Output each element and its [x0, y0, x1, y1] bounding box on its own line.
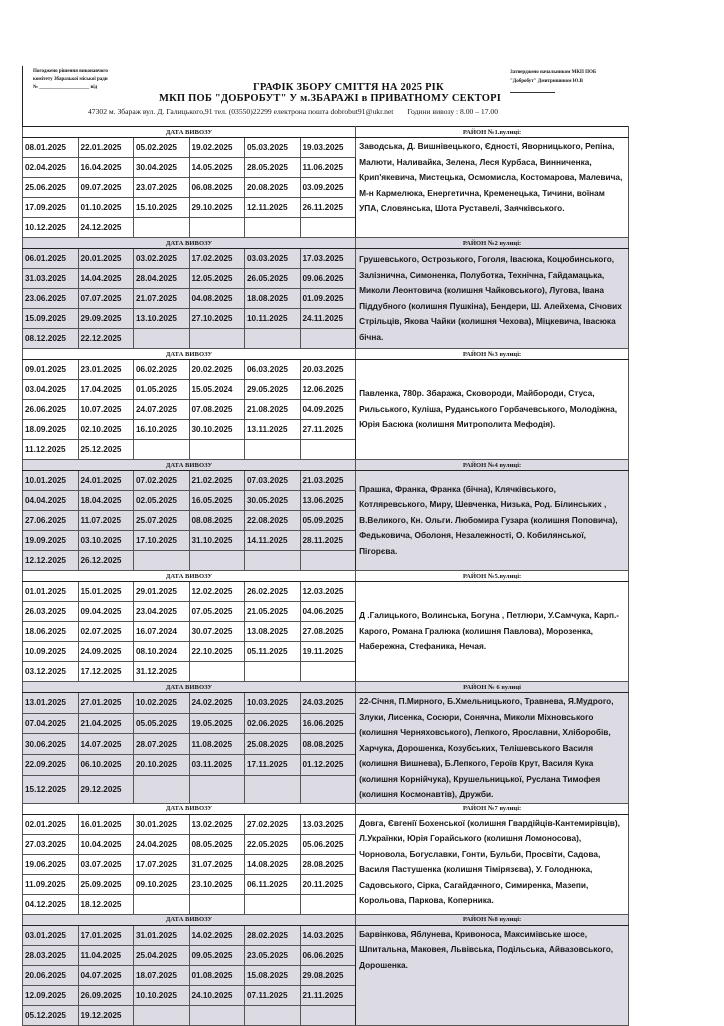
collection-date: 03.03.2025	[245, 249, 301, 269]
collection-date: 17.02.2025	[189, 249, 245, 269]
collection-date: 10.12.2025	[23, 218, 79, 238]
district-header-row	[23, 127, 629, 138]
approval-right-line: Затверджено начальником МКП ПОБ	[510, 70, 597, 75]
collection-date: 19.11.2025	[300, 642, 356, 662]
collection-date: 03.09.2025	[300, 178, 356, 198]
collection-date: 27.02.2025	[245, 814, 301, 834]
date-row	[23, 693, 629, 714]
collection-date: 11.07.2025	[78, 511, 134, 531]
collection-date	[245, 1005, 301, 1025]
collection-date: 29.08.2025	[300, 965, 356, 985]
collection-date: 14.03.2025	[300, 925, 356, 945]
collection-date: 16.01.2025	[78, 814, 134, 834]
collection-date: 28.03.2025	[23, 945, 79, 965]
collection-date: 22.08.2025	[245, 511, 301, 531]
collection-date: 05.03.2025	[245, 138, 301, 158]
collection-date	[189, 775, 245, 803]
collection-date: 07.02.2025	[134, 471, 190, 491]
collection-date: 09.07.2025	[78, 178, 134, 198]
collection-date: 10.09.2025	[23, 642, 79, 662]
collection-date: 09.06.2025	[300, 269, 356, 289]
collection-date: 19.05.2025	[189, 713, 245, 734]
collection-date: 14.05.2025	[189, 158, 245, 178]
collection-date: 20.06.2025	[23, 965, 79, 985]
collection-date: 03.10.2025	[78, 531, 134, 551]
collection-date: 30.10.2025	[189, 420, 245, 440]
collection-date: 15.09.2025	[23, 309, 79, 329]
approval-note-left	[33, 68, 153, 92]
approval-right-line: "Добробут" Дмитришином Ю.В	[510, 79, 583, 84]
address-contacts: 47302 м. Збараж вул. Д. Галицького,91 тел. (03550)22299 електрона пошта dobrobut91@ukr.net	[88, 107, 394, 116]
date-row	[23, 582, 629, 602]
collection-date: 10.07.2025	[78, 400, 134, 420]
collection-date: 17.10.2025	[134, 531, 190, 551]
district-header-row	[23, 238, 629, 249]
collection-date: 18.06.2025	[23, 622, 79, 642]
collection-date: 03.01.2025	[23, 925, 79, 945]
collection-date: 29.01.2025	[134, 582, 190, 602]
collection-date: 26.06.2025	[23, 400, 79, 420]
date-header: ДАТА ВИВОЗУ	[23, 127, 356, 138]
collection-date: 03.11.2025	[189, 754, 245, 775]
collection-date: 22.10.2025	[189, 642, 245, 662]
collection-date: 02.01.2025	[23, 814, 79, 834]
collection-date: 31.07.2025	[189, 854, 245, 874]
collection-date: 13.06.2025	[300, 491, 356, 511]
district-header-row	[23, 571, 629, 582]
collection-date: 29.05.2025	[245, 380, 301, 400]
collection-date: 01.01.2025	[23, 582, 79, 602]
collection-date: 14.08.2025	[245, 854, 301, 874]
collection-date	[189, 329, 245, 349]
collection-date	[134, 218, 190, 238]
collection-date: 04.06.2025	[300, 602, 356, 622]
collection-date: 24.04.2025	[134, 834, 190, 854]
collection-date: 13.03.2025	[300, 814, 356, 834]
district-header: РАЙОН №2 вулиці:	[356, 238, 629, 249]
collection-date: 30.01.2025	[134, 814, 190, 834]
collection-date: 02.10.2025	[78, 420, 134, 440]
collection-date: 19.09.2025	[23, 531, 79, 551]
collection-date: 26.03.2025	[23, 602, 79, 622]
collection-date: 28.11.2025	[300, 531, 356, 551]
collection-date: 07.11.2025	[245, 985, 301, 1005]
collection-date: 12.12.2025	[23, 551, 79, 571]
collection-date: 22.05.2025	[245, 834, 301, 854]
collection-date: 01.12.2025	[300, 754, 356, 775]
collection-date: 04.12.2025	[23, 894, 79, 914]
district-header: РАЙОН № 6 вулиці	[356, 682, 629, 693]
collection-date: 12.05.2025	[189, 269, 245, 289]
collection-date: 20.03.2025	[300, 360, 356, 380]
district-streets: Д .Галицького, Волинська, Богуна , Петлюри, У.Самчука, Карп.- Карого, Романа Гралюка (колишня Павлова), Морозенка, Набережна, Стефаника, Нечая.	[356, 582, 629, 682]
collection-date: 11.09.2025	[23, 874, 79, 894]
collection-date: 26.05.2025	[245, 269, 301, 289]
collection-date: 28.04.2025	[134, 269, 190, 289]
collection-date: 08.08.2025	[189, 511, 245, 531]
collection-date	[134, 551, 190, 571]
collection-date	[134, 329, 190, 349]
collection-date: 11.08.2025	[189, 734, 245, 755]
collection-date: 13.01.2025	[23, 693, 79, 714]
collection-date: 13.08.2025	[245, 622, 301, 642]
collection-date: 04.04.2025	[23, 491, 79, 511]
district-header-row	[23, 349, 629, 360]
collection-date: 16.04.2025	[78, 158, 134, 178]
collection-date: 12.06.2025	[300, 380, 356, 400]
collection-date	[245, 894, 301, 914]
signature-line	[510, 92, 555, 93]
collection-date: 27.01.2025	[78, 693, 134, 714]
collection-date: 25.06.2025	[23, 178, 79, 198]
collection-date: 21.05.2025	[245, 602, 301, 622]
collection-date: 23.05.2025	[245, 945, 301, 965]
collection-date: 28.02.2025	[245, 925, 301, 945]
collection-date: 21.08.2025	[245, 400, 301, 420]
collection-date: 02.04.2025	[23, 158, 79, 178]
collection-date	[245, 775, 301, 803]
district-header-row	[23, 914, 629, 925]
document-header	[22, 66, 628, 126]
district-header: РАЙОН №8 вулиці:	[356, 914, 629, 925]
collection-date: 27.03.2025	[23, 834, 79, 854]
approval-note-right	[510, 68, 620, 93]
approval-left-line: комітету Збаразької міської ради	[33, 77, 108, 82]
collection-date: 03.04.2025	[23, 380, 79, 400]
collection-date: 03.12.2025	[23, 662, 79, 682]
date-row	[23, 360, 629, 380]
collection-date: 03.02.2025	[134, 249, 190, 269]
collection-date: 07.04.2025	[23, 713, 79, 734]
collection-date: 18.08.2025	[245, 289, 301, 309]
collection-date: 23.10.2025	[189, 874, 245, 894]
collection-date: 12.11.2025	[245, 198, 301, 218]
schedule-page	[22, 66, 628, 1026]
collection-date: 19.03.2025	[300, 138, 356, 158]
district-header-row	[23, 682, 629, 693]
collection-date: 25.04.2025	[134, 945, 190, 965]
collection-date: 09.04.2025	[78, 602, 134, 622]
collection-date	[245, 329, 301, 349]
collection-date: 20.11.2025	[300, 874, 356, 894]
collection-date: 08.08.2025	[300, 734, 356, 755]
contact-info	[88, 107, 498, 116]
collection-date	[134, 1005, 190, 1025]
collection-date: 23.01.2025	[78, 360, 134, 380]
collection-date: 29.12.2025	[78, 775, 134, 803]
collection-date: 23.04.2025	[134, 602, 190, 622]
collection-date	[245, 662, 301, 682]
collection-date: 28.08.2025	[300, 854, 356, 874]
collection-date: 08.12.2025	[23, 329, 79, 349]
collection-date	[134, 775, 190, 803]
collection-date: 10.01.2025	[23, 471, 79, 491]
collection-date: 25.07.2025	[134, 511, 190, 531]
collection-date: 04.07.2025	[78, 965, 134, 985]
date-header: ДАТА ВИВОЗУ	[23, 682, 356, 693]
collection-date: 17.09.2025	[23, 198, 79, 218]
collection-date: 24.11.2025	[300, 309, 356, 329]
collection-date: 06.10.2025	[78, 754, 134, 775]
collection-date: 14.11.2025	[245, 531, 301, 551]
date-row	[23, 814, 629, 834]
collection-date: 31.12.2025	[134, 662, 190, 682]
collection-date	[189, 662, 245, 682]
collection-date: 08.01.2025	[23, 138, 79, 158]
date-header: ДАТА ВИВОЗУ	[23, 571, 356, 582]
document-subtitle: МКП ПОБ "ДОБРОБУТ" У м.ЗБАРАЖІ в ПРИВАТНОМУ СЕКТОРІ	[159, 93, 501, 104]
collection-date	[300, 775, 356, 803]
collection-date: 29.10.2025	[189, 198, 245, 218]
district-streets: Заводська, Д. Вишнівецького, Єдності, Яворницького, Репіна, Малюти, Наливайка, Зелена, Леся Курбаса, Винниченка, Крип'якевича, Мистецька, Осмомисла, Костомарова, Малевича, М-н Кармелюка, Енергетична, Кременецька, Тичини, воїнам УПА, Словянська, Шота Руставелі, Заячківського.	[356, 138, 629, 238]
date-header: ДАТА ВИВОЗУ	[23, 914, 356, 925]
collection-date: 17.01.2025	[78, 925, 134, 945]
collection-date: 30.07.2025	[189, 622, 245, 642]
collection-date: 15.05.2024	[189, 380, 245, 400]
collection-date: 25.12.2025	[78, 440, 134, 460]
collection-date: 08.10.2024	[134, 642, 190, 662]
collection-date: 24.07.2025	[134, 400, 190, 420]
collection-date: 16.10.2025	[134, 420, 190, 440]
collection-date: 31.01.2025	[134, 925, 190, 945]
collection-date: 14.04.2025	[78, 269, 134, 289]
date-header: ДАТА ВИВОЗУ	[23, 803, 356, 814]
collection-date: 18.07.2025	[134, 965, 190, 985]
approval-left-line: № ____________________ від	[33, 85, 98, 90]
collection-date: 27.08.2025	[300, 622, 356, 642]
collection-date: 05.11.2025	[245, 642, 301, 662]
collection-date: 30.06.2025	[23, 734, 79, 755]
collection-date: 09.05.2025	[189, 945, 245, 965]
date-header: ДАТА ВИВОЗУ	[23, 349, 356, 360]
collection-date: 16.06.2025	[300, 713, 356, 734]
collection-date: 29.09.2025	[78, 309, 134, 329]
collection-date	[245, 218, 301, 238]
document-title: ГРАФІК ЗБОРУ СМІТТЯ НА 2025 РІК	[253, 82, 444, 93]
approval-left-line: Погоджено рішення виконавчого	[33, 69, 108, 74]
collection-date: 10.11.2025	[245, 309, 301, 329]
collection-date: 31.03.2025	[23, 269, 79, 289]
collection-date: 24.12.2025	[78, 218, 134, 238]
collection-date: 10.04.2025	[78, 834, 134, 854]
collection-date: 22.01.2025	[78, 138, 134, 158]
collection-date: 09.10.2025	[134, 874, 190, 894]
collection-date: 21.02.2025	[189, 471, 245, 491]
collection-date: 14.02.2025	[189, 925, 245, 945]
collection-date	[134, 440, 190, 460]
collection-date: 05.09.2025	[300, 511, 356, 531]
collection-date: 17.12.2025	[78, 662, 134, 682]
collection-date: 16.07.2024	[134, 622, 190, 642]
collection-date: 25.08.2025	[245, 734, 301, 755]
collection-date	[300, 1005, 356, 1025]
district-streets: Грушевського, Острозького, Гоголя, Івасюка, Коцюбинського, Залізнична, Симоненка, Полуботка, Технічна, Гайдамацька, Миколи Леонтовича (колишня Чайковського), Лугова, Івана Піддубного (колишня Пушкіна), Бендери, Ш. Алейхема, Січових Стрільців, Якова Чайки (колишня Чехова), Міцкевича, Івасюка бічна.	[356, 249, 629, 349]
collection-date: 01.09.2025	[300, 289, 356, 309]
collection-date	[300, 894, 356, 914]
collection-date: 28.05.2025	[245, 158, 301, 178]
collection-date: 18.04.2025	[78, 491, 134, 511]
collection-date	[245, 551, 301, 571]
collection-date: 06.08.2025	[189, 178, 245, 198]
collection-date: 23.06.2025	[23, 289, 79, 309]
collection-date: 31.10.2025	[189, 531, 245, 551]
collection-date	[300, 440, 356, 460]
collection-date: 06.06.2025	[300, 945, 356, 965]
collection-date: 07.05.2025	[189, 602, 245, 622]
collection-date: 22.12.2025	[78, 329, 134, 349]
collection-date: 19.06.2025	[23, 854, 79, 874]
district-header: РАЙОН №5.вулиці:	[356, 571, 629, 582]
collection-date: 17.04.2025	[78, 380, 134, 400]
collection-date: 27.11.2025	[300, 420, 356, 440]
collection-date	[189, 440, 245, 460]
collection-date: 06.02.2025	[134, 360, 190, 380]
collection-date: 27.06.2025	[23, 511, 79, 531]
collection-date: 12.03.2025	[300, 582, 356, 602]
collection-date: 15.01.2025	[78, 582, 134, 602]
collection-date: 30.05.2025	[245, 491, 301, 511]
collection-date: 24.09.2025	[78, 642, 134, 662]
district-header: РАЙОН №7 вулиці:	[356, 803, 629, 814]
collection-date: 05.12.2025	[23, 1005, 79, 1025]
date-row	[23, 471, 629, 491]
date-row	[23, 925, 629, 945]
collection-date: 05.05.2025	[134, 713, 190, 734]
collection-date: 20.02.2025	[189, 360, 245, 380]
district-streets: Павленка, 780р. Збаража, Сковороди, Майбороди, Стуса, Рильського, Куліша, Руданського Горбачевського, Молодіжна, Юрія Басюка (колишня Митрополита Мефодія).	[356, 360, 629, 460]
collection-date: 09.01.2025	[23, 360, 79, 380]
collection-date	[300, 329, 356, 349]
collection-date: 12.09.2025	[23, 985, 79, 1005]
collection-date	[245, 440, 301, 460]
collection-date: 19.12.2025	[78, 1005, 134, 1025]
collection-date: 26.09.2025	[78, 985, 134, 1005]
collection-date: 02.05.2025	[134, 491, 190, 511]
collection-date: 20.01.2025	[78, 249, 134, 269]
district-header: РАЙОН №3 вулиці:	[356, 349, 629, 360]
district-streets: Довга, Євгенії Бохенської (колишня Гвардійців-Кантемирівців), Л.Українки, Юрія Горайського (колишня Ломоносова), Чорновола, Богуславки, Гонти, Бульби, Просвіти, Садова, Василя Пастушенка (колишня Тімірязєва), У. Голоднюка, Садовського, Сірка, Сагайдачного, Симиренка, Мазепи, Корольова, Паркова, Коперника.	[356, 814, 629, 914]
collection-date: 01.05.2025	[134, 380, 190, 400]
schedule-table	[22, 126, 629, 1026]
collection-date: 11.12.2025	[23, 440, 79, 460]
collection-date	[189, 894, 245, 914]
district-header-row	[23, 460, 629, 471]
collection-date: 13.11.2025	[245, 420, 301, 440]
collection-date: 16.05.2025	[189, 491, 245, 511]
collection-date: 20.10.2025	[134, 754, 190, 775]
collection-date: 07.08.2025	[189, 400, 245, 420]
date-row	[23, 249, 629, 269]
collection-date: 17.11.2025	[245, 754, 301, 775]
collection-date: 17.07.2025	[134, 854, 190, 874]
collection-date: 24.03.2025	[300, 693, 356, 714]
collection-date	[189, 1005, 245, 1025]
collection-date: 18.12.2025	[78, 894, 134, 914]
collection-date: 19.02.2025	[189, 138, 245, 158]
district-header: РАЙОН №1.вулиці:	[356, 127, 629, 138]
collection-date: 30.04.2025	[134, 158, 190, 178]
collection-date: 21.03.2025	[300, 471, 356, 491]
collection-date: 02.07.2025	[78, 622, 134, 642]
collection-date: 07.07.2025	[78, 289, 134, 309]
collection-date: 02.06.2025	[245, 713, 301, 734]
collection-date: 01.08.2025	[189, 965, 245, 985]
collection-date: 21.11.2025	[300, 985, 356, 1005]
collection-date: 27.10.2025	[189, 309, 245, 329]
district-header: РАЙОН №4 вулиці:	[356, 460, 629, 471]
collection-date	[189, 218, 245, 238]
collection-date: 06.01.2025	[23, 249, 79, 269]
date-header: ДАТА ВИВОЗУ	[23, 238, 356, 249]
collection-date: 24.02.2025	[189, 693, 245, 714]
district-streets: Барвінкова, Яблунева, Кривоноса, Максимівське шосе, Шпитальна, Маковея, Львівська, Подільська, Айвазовського, Дорошенка.	[356, 925, 629, 1025]
collection-date: 04.08.2025	[189, 289, 245, 309]
collection-date: 10.10.2025	[134, 985, 190, 1005]
collection-date: 14.07.2025	[78, 734, 134, 755]
collection-date: 18.09.2025	[23, 420, 79, 440]
date-header: ДАТА ВИВОЗУ	[23, 460, 356, 471]
collection-date: 25.09.2025	[78, 874, 134, 894]
collection-date: 05.06.2025	[300, 834, 356, 854]
collection-date: 26.02.2025	[245, 582, 301, 602]
collection-date: 26.11.2025	[300, 198, 356, 218]
collection-date: 15.08.2025	[245, 965, 301, 985]
collection-date: 07.03.2025	[245, 471, 301, 491]
collection-date: 15.10.2025	[134, 198, 190, 218]
collection-date: 12.02.2025	[189, 582, 245, 602]
collection-date: 04.09.2025	[300, 400, 356, 420]
collection-date	[300, 551, 356, 571]
collection-date: 23.07.2025	[134, 178, 190, 198]
collection-date: 21.07.2025	[134, 289, 190, 309]
collection-date: 24.10.2025	[189, 985, 245, 1005]
collection-date: 13.10.2025	[134, 309, 190, 329]
district-streets: Прашка, Франка, Франка (бічна), Клячківського, Котляревського, Миру, Шевченка, Низька, Род. Білинських , В.Великого, Кн. Ольги. Любомира Гузара (колишня Поповича), Федьковича, Оболоня, Незалежності, О. Кобилянської, Пігорєва.	[356, 471, 629, 571]
date-row	[23, 138, 629, 158]
collection-date: 11.04.2025	[78, 945, 134, 965]
collection-date	[134, 894, 190, 914]
collection-date: 22.09.2025	[23, 754, 79, 775]
collection-date: 08.05.2025	[189, 834, 245, 854]
district-header-row	[23, 803, 629, 814]
collection-date	[189, 551, 245, 571]
collection-date	[300, 662, 356, 682]
collection-date: 01.10.2025	[78, 198, 134, 218]
collection-date: 10.03.2025	[245, 693, 301, 714]
collection-date: 06.03.2025	[245, 360, 301, 380]
collection-hours: Години вивозу : 8.00 – 17.00	[407, 107, 499, 116]
collection-date: 24.01.2025	[78, 471, 134, 491]
collection-date: 15.12.2025	[23, 775, 79, 803]
collection-date: 05.02.2025	[134, 138, 190, 158]
collection-date: 26.12.2025	[78, 551, 134, 571]
collection-date: 20.08.2025	[245, 178, 301, 198]
collection-date	[300, 218, 356, 238]
district-streets: 22-Січня, П.Мирного, Б.Хмельницького, Травнева, Я.Мудрого, Злуки, Лисенка, Сосюри, Сонячна, Миколи Міхновського (колишня Черняховського), Лепкого, Ярославни, Хліборобів, Харчука, Дорошенка, Козубських, Телішевського Василя (колишня Вишнева), Б.Лепкого, Героїв Крут, Василя Кука (колишня Корнійчука), Крушельницької, Руслана Тимофея (колишня Космонавтів), Дружби.	[356, 693, 629, 804]
collection-date: 10.02.2025	[134, 693, 190, 714]
collection-date: 28.07.2025	[134, 734, 190, 755]
collection-date: 11.06.2025	[300, 158, 356, 178]
collection-date: 17.03.2025	[300, 249, 356, 269]
collection-date: 06.11.2025	[245, 874, 301, 894]
collection-date: 21.04.2025	[78, 713, 134, 734]
collection-date: 13.02.2025	[189, 814, 245, 834]
collection-date: 03.07.2025	[78, 854, 134, 874]
